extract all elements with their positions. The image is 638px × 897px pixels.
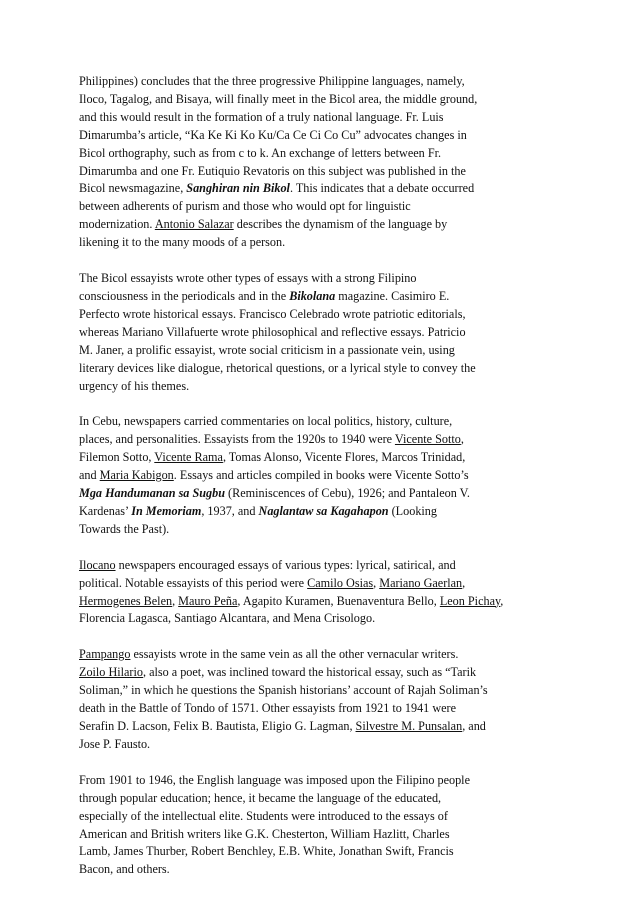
linked-name[interactable]: Vicente Rama	[154, 450, 223, 465]
publication-title: Sanghiran nin Bikol	[186, 181, 290, 196]
publication-title: Naglantaw sa Kagahapon	[258, 503, 389, 518]
text-segment: Lamb, James Thurber, Robert Benchley, E.B. White, Jonathan Swift, Francis	[79, 844, 454, 859]
text-segment: From 1901 to 1946, the English language was imposed upon the Filipino people	[79, 772, 470, 787]
text-line	[79, 808, 619, 826]
text-segment: through popular education; hence, it became the language of the educated,	[79, 790, 442, 805]
text-segment: ,	[500, 593, 504, 608]
text-segment: ,	[172, 593, 179, 608]
text-line	[79, 646, 619, 664]
paragraph	[79, 557, 619, 629]
text-line	[79, 91, 619, 109]
text-line	[79, 521, 619, 539]
text-segment: places, and personalities. Essayists from the 1920s to 1940 were	[79, 432, 395, 447]
text-segment: modernization.	[79, 217, 155, 232]
text-segment: political. Notable essayists of this period were	[79, 575, 308, 590]
document-body	[79, 73, 619, 897]
text-line	[79, 306, 619, 324]
text-segment: magazine. Casimiro E.	[335, 288, 450, 303]
text-segment: especially of the intellectual elite. Students were introduced to the essays of	[79, 808, 448, 823]
text-segment: The Bicol essayists wrote other types of essays with a strong Filipino	[79, 271, 417, 286]
linked-name[interactable]: Ilocano	[79, 557, 116, 572]
linked-name[interactable]: Hermogenes Belen	[79, 593, 173, 608]
text-segment: whereas Mariano Villafuerte wrote philosophical and reflective essays. Patricio	[79, 324, 466, 339]
linked-name[interactable]: Vicente Sotto	[394, 432, 461, 447]
text-segment: , 1937, and	[201, 503, 259, 518]
text-line	[79, 127, 619, 145]
text-line	[79, 682, 619, 700]
text-segment: (Looking	[388, 503, 437, 518]
text-line	[79, 664, 619, 682]
text-segment: consciousness in the periodicals and in the	[79, 288, 290, 303]
text-line	[79, 270, 619, 288]
text-segment: Towards the Past).	[79, 521, 170, 536]
text-segment: , Agapito Kuramen, Buenaventura Bello,	[237, 593, 440, 608]
text-segment: Florencia Lagasca, Santiago Alcantara, and Mena Crisologo.	[79, 611, 376, 626]
text-segment: Perfecto wrote historical essays. Francisco Celebrado wrote patriotic editorials,	[79, 306, 466, 321]
text-line	[79, 467, 619, 485]
text-segment: Jose P. Fausto.	[79, 736, 151, 751]
linked-name[interactable]: Silvestre M. Punsalan	[355, 719, 463, 733]
text-line	[79, 593, 619, 611]
text-segment: Bacon, and others.	[79, 862, 170, 877]
text-line	[79, 324, 619, 342]
text-line	[79, 360, 619, 378]
text-line	[79, 163, 619, 181]
text-segment: likening it to the many moods of a person.	[79, 235, 286, 250]
linked-name[interactable]: Pampango	[79, 647, 131, 662]
publication-title: In Memoriam	[131, 503, 202, 518]
text-line	[79, 700, 619, 718]
text-line	[79, 485, 619, 503]
text-line	[79, 109, 619, 127]
linked-name[interactable]: Mariano Gaerlan	[379, 575, 463, 590]
text-line	[79, 557, 619, 575]
publication-title: Bikolana	[289, 288, 336, 303]
text-segment: and this would result in the formation of a truly national language. Fr. Luis	[79, 109, 444, 124]
linked-name[interactable]: Zoilo Hilario	[79, 665, 143, 680]
text-segment: American and British writers like G.K. Chesterton, William Hazlitt, Charles	[79, 826, 450, 841]
text-segment: urgency of his themes.	[79, 378, 190, 393]
text-line	[79, 180, 619, 198]
text-line	[79, 772, 619, 790]
paragraph	[79, 646, 619, 753]
text-segment: Dimarumba’s article, “Ka Ke Ki Ko Ku/Ca Ce Ci Co Cu” advocates changes in	[79, 127, 467, 142]
text-line	[79, 449, 619, 467]
text-segment: ,	[460, 432, 464, 447]
text-segment: (Reminiscences of Cebu), 1926; and Pantaleon V.	[224, 486, 470, 501]
text-segment: Kardenas’	[79, 503, 132, 518]
text-segment: Dimarumba and one Fr. Eutiquio Revatoris on this subject was published in the	[79, 163, 466, 178]
linked-name[interactable]: Mauro Peña	[178, 593, 238, 608]
text-segment: describes the dynamism of the language by	[233, 217, 448, 232]
text-segment: , and	[462, 719, 486, 733]
text-segment: death in the Battle of Tondo of 1571. Other essayists from 1921 to 1941 were	[79, 701, 457, 716]
text-segment: ,	[462, 575, 466, 590]
linked-name[interactable]: Maria Kabigon	[99, 468, 174, 483]
text-segment: newspapers encouraged essays of various types: lyrical, satirical, and	[115, 557, 456, 572]
text-line	[79, 198, 619, 216]
text-line	[79, 575, 619, 593]
text-line	[79, 342, 619, 360]
text-line	[79, 216, 619, 234]
text-line	[79, 843, 619, 861]
text-segment: and	[79, 468, 100, 483]
linked-name[interactable]: Camilo Osias	[307, 575, 374, 590]
text-segment: essayists wrote in the same vein as all the other vernacular writers.	[130, 647, 459, 662]
text-segment: Philippines) concludes that the three progressive Philippine languages, namely,	[79, 74, 465, 88]
text-line	[79, 73, 619, 91]
paragraph	[79, 413, 619, 538]
linked-name[interactable]: Leon Pichay	[439, 593, 501, 608]
text-segment: ,	[373, 575, 380, 590]
text-segment: In Cebu, newspapers carried commentaries on local politics, history, culture,	[79, 414, 453, 429]
text-line	[79, 861, 619, 879]
text-line	[79, 413, 619, 431]
text-line	[79, 718, 619, 736]
text-segment: Iloco, Tagalog, and Bisaya, will finally meet in the Bicol area, the middle ground,	[79, 91, 478, 106]
text-segment: Bicol newsmagazine,	[79, 181, 187, 196]
text-segment: , Tomas Alonso, Vicente Flores, Marcos Trinidad,	[222, 450, 466, 465]
text-line	[79, 145, 619, 163]
text-segment: M. Janer, a prolific essayist, wrote social criticism in a passionate vein, using	[79, 342, 455, 357]
paragraph	[79, 73, 619, 252]
text-line	[79, 288, 619, 306]
text-line	[79, 503, 619, 521]
linked-name[interactable]: Antonio Salazar	[154, 217, 234, 232]
text-segment: . Essays and articles compiled in books were Vicente Sotto’s	[173, 468, 469, 483]
paragraph	[79, 270, 619, 395]
text-segment: Bicol orthography, such as from c to k. An exchange of letters between Fr.	[79, 145, 442, 160]
publication-title: Mga Handumanan sa Sugbu	[79, 486, 225, 501]
text-line	[79, 234, 619, 252]
text-line	[79, 736, 619, 754]
text-segment: literary devices like dialogue, rhetorical questions, or a lyrical style to convey the	[79, 360, 476, 375]
text-segment: Soliman,” in which he questions the Spanish historians’ account of Rajah Soliman’s	[79, 683, 488, 698]
text-segment: . This indicates that a debate occurred	[289, 181, 475, 196]
text-line	[79, 790, 619, 808]
text-segment: Filemon Sotto,	[79, 450, 155, 465]
text-line	[79, 431, 619, 449]
text-line	[79, 610, 619, 628]
text-line	[79, 826, 619, 844]
text-segment: between adherents of purism and those who would opt for linguistic	[79, 199, 411, 214]
text-segment: , also a poet, was inclined toward the historical essay, such as “Tarik	[142, 665, 477, 680]
text-line	[79, 378, 619, 396]
text-segment: Serafin D. Lacson, Felix B. Bautista, Eligio G. Lagman,	[79, 719, 356, 733]
